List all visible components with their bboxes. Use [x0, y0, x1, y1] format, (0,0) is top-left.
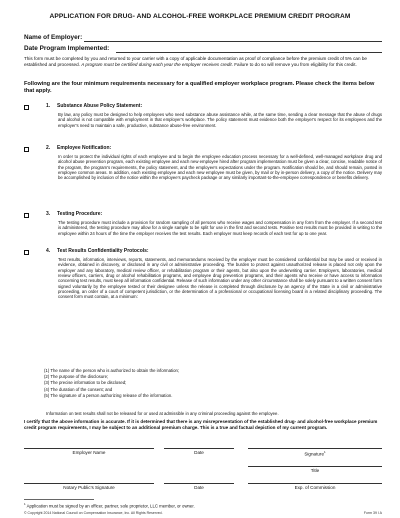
date-line-2[interactable]	[164, 483, 234, 484]
requirement-4-checkbox[interactable]	[24, 250, 29, 255]
date-implemented-label: Date Program Implemented:	[24, 45, 110, 52]
requirement-3-number: 3.	[46, 211, 51, 217]
intro-italic-text: A program must be certified during each year the employer receives credit.	[81, 61, 233, 67]
title-line[interactable]	[248, 466, 382, 467]
consent-list-item: (1) The name of the person who is authorized to obtain the information;	[44, 368, 180, 373]
copyright-footer: © Copyright 2014 National Council on Compensation Insurance, Inc. All Rights Reserved.	[24, 511, 163, 515]
footnote	[24, 502, 195, 508]
employer-label: Name of Employer:	[24, 34, 83, 41]
consent-requirements-list	[44, 368, 179, 399]
date-implemented-field	[24, 45, 109, 52]
date-label-1: Date	[194, 450, 204, 455]
commission-label: Exp. of Commission	[294, 485, 336, 490]
signature-footnote-marker: 1	[324, 450, 326, 454]
notary-signature-line[interactable]	[24, 483, 154, 484]
employer-field	[24, 34, 82, 41]
commission-line[interactable]	[248, 483, 382, 484]
footnote-text: Application must be signed by an officer, partner, sole proprietor, LLC member, or owner.	[26, 503, 195, 509]
requirement-1-checkbox[interactable]	[24, 105, 29, 110]
requirement-2-body: In order to protect the individual rights of each employee and to begin the employee education process necessary for a well-defined, well-managed workplace drug and alcohol abuse prevention program, each existing employee and each new employee hired after program implementation must be given a clear, concise, readable notice of the program, the program's requirements, the policy statement, and the employee's expectations under the program. Notification should be, and should remain, posted in employee common areas. In addition, each existing employee and each new employee must be given, by mail or by in-person delivery, a copy of the notice. Delivery may be accomplished by inclusion of the notice within the employee's paycheck package or any similarly important-to-the-employee correspondence or benefits delivery.	[58, 154, 382, 181]
requirement-2-checkbox[interactable]	[24, 147, 29, 152]
requirement-item-2	[24, 146, 382, 212]
requirement-3-checkbox[interactable]	[24, 213, 29, 218]
intro-text: This form must be completed by you and returned to your carrier with a copy of applicable documentation as proof of compliance before the premium credit of 5% can be established and processed.	[24, 56, 367, 67]
form-number-footer: Form 39 I A	[363, 511, 382, 515]
certification-statement: I certify that the above information is accurate. If it is determined that there is any misrepresentation of the established drug- and alcohol-free workplace premium credit program requirements, I may be subject to an additional premium charge. This is a true and factual depiction of my current program.	[24, 419, 378, 430]
consent-list-item: (5) The signature of a person authorizing release of the information.	[44, 392, 173, 398]
requirement-3-heading: Testing Procedure:	[57, 211, 103, 217]
requirement-item-3	[24, 212, 382, 252]
employer-name-line[interactable]	[24, 448, 154, 449]
form-title: APPLICATION FOR DRUG- AND ALCOHOL-FREE WORKPLACE PREMIUM CREDIT PROGRAM	[49, 13, 351, 20]
footnote-marker: 1	[24, 502, 26, 506]
title-label: Title	[310, 468, 320, 473]
requirement-2-heading: Employee Notification:	[57, 145, 112, 151]
date-implemented-input-line[interactable]	[116, 52, 382, 53]
date-line-1[interactable]	[164, 448, 234, 449]
intro-tail-text: Failure to do so will remove you from eligibility for this credit.	[232, 61, 357, 67]
requirement-item-1	[24, 104, 382, 148]
signature-label	[248, 450, 382, 457]
signature-line[interactable]	[248, 448, 382, 449]
consent-list-item: (3) The precise information to be disclosed;	[44, 380, 127, 386]
information-note: Information on test results shall not be released for or used at admissible in any criminal proceeding against the employee.	[46, 411, 279, 416]
requirements-lead: Following are the four minimum requirements necessary for a qualified employer workplace program. Please check the items below that apply.	[24, 81, 375, 94]
requirement-1-number: 1.	[46, 103, 51, 109]
employer-name-label: Employer Name	[72, 450, 106, 455]
requirement-1-body: By law, any policy must be designed to help employees who need substance abuse assistance while, at the same time, sending a clear message that the abuse of drugs and alcohol is not compatible with employment in that employer's workplace. The policy statement must evidence both the employer's respect for its employees and the employer's need to maintain a safe, productive, substance abuse-free environment.	[58, 112, 382, 128]
intro-paragraph	[24, 56, 382, 67]
requirement-1-heading: Substance Abuse Policy Statement:	[57, 103, 143, 109]
consent-list-item: (2) The purpose of the disclosure;	[44, 374, 109, 380]
consent-list-item: (4) The duration of the consent; and	[44, 386, 113, 392]
requirement-2-number: 2.	[46, 145, 51, 151]
requirement-4-body: Test results, information, interviews, reports, statements, and memorandums received by the employer must be considered confidential but may be used or received in evidence, obtained in discovery, or disclosed in any civil or administrative proceeding. The burden to protect against unauthorized release is placed not only upon the employer and any laboratory, medical review officer, or rehabilitation program or their agents, but also upon the underwriting carrier. Employers, laboratories, medical review officers, carriers, drug or alcohol rehabilitation programs, and employee drug prevention programs, and their agents who receive or have access to information concerning test results, must keep all information confidential. Release of such information under any other circumstance shall be solely pursuant to a written consent form signed voluntarily by the employee tested or their designee unless the release is completed through disclosure by an agency of the State in a civil or administrative proceeding, an order of a court of competent jurisdiction, or the determination of a professional or occupational licensing board in a related disciplinary proceeding. The consent form must contain, at a minimum:	[58, 257, 382, 300]
signature-label-text: Signature	[304, 451, 324, 457]
requirement-3-body: The testing procedure must include a provision for random sampling of all persons who receive wages and compensation in any form from the employer. If a second test is administered, the testing procedure may allow for a single sample to be split for use in the first and second tests. Positive test results must be provided in writing to the employee within 24 hours of the time the employer receives the test results. Each employer must keep records of each test for up to one year.	[58, 220, 382, 236]
requirement-4-number: 4.	[46, 248, 51, 254]
requirement-item-4	[24, 249, 382, 339]
date-label-2: Date	[194, 485, 204, 490]
footnote-divider	[24, 499, 94, 500]
employer-input-line[interactable]	[84, 41, 382, 42]
notary-signature-label: Notary Public's Signature	[63, 485, 115, 490]
requirement-4-heading: Test Results Confidentiality Protocols:	[57, 248, 149, 254]
